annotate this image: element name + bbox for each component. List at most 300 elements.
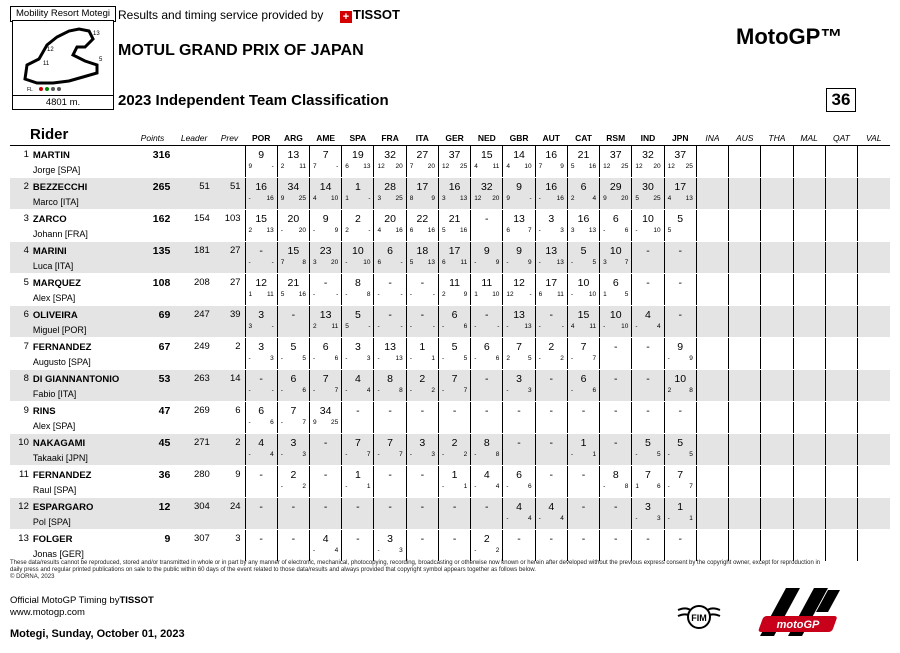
race-total: 1 xyxy=(419,341,426,353)
race-breakdown xyxy=(246,194,277,204)
position-cell: 12 xyxy=(10,498,33,530)
sprint-points: 9 xyxy=(280,195,285,202)
race-breakdown xyxy=(665,194,696,204)
race-result-cell xyxy=(567,210,599,242)
sprint-points: 3 xyxy=(570,227,575,234)
position-cell: 8 xyxy=(10,370,33,402)
race-result-cell xyxy=(729,338,761,370)
sprint-points: 8 xyxy=(409,195,414,202)
race-breakdown xyxy=(310,322,341,332)
sprint-points: - xyxy=(345,291,348,298)
race-total: - xyxy=(613,341,618,353)
race-result-cell xyxy=(471,466,503,498)
race-breakdown xyxy=(632,322,663,332)
race-breakdown xyxy=(632,162,663,172)
race-total: 17 xyxy=(674,181,687,193)
race-breakdown xyxy=(374,290,405,300)
race-result-cell xyxy=(438,466,470,498)
race-result-cell xyxy=(825,338,857,370)
race-total: 16 xyxy=(255,181,267,193)
fim-logo-text: FIM xyxy=(691,613,707,623)
race-points: 13 xyxy=(459,195,468,202)
points-cell: 45 xyxy=(131,434,175,466)
race-breakdown xyxy=(536,322,567,332)
rider-cell xyxy=(33,210,131,242)
race-points: 2 xyxy=(431,387,435,394)
race-total: - xyxy=(323,277,328,289)
position-cell: 13 xyxy=(10,530,33,562)
race-points: 3 xyxy=(656,515,661,522)
document-title: 2023 Independent Team Classification xyxy=(118,92,389,109)
race-total: 6 xyxy=(451,309,458,321)
race-result-cell xyxy=(632,178,664,210)
race-points: 10 xyxy=(331,195,339,202)
sprint-points: - xyxy=(538,195,541,202)
race-points: 9 xyxy=(431,195,435,202)
race-total: 20 xyxy=(384,213,396,225)
race-total: - xyxy=(613,373,618,385)
rider-nationality: Raul [SPA] xyxy=(32,485,77,495)
prev-gap-cell: 2 xyxy=(214,434,245,466)
race-result-cell xyxy=(471,338,503,370)
race-total: 1 xyxy=(354,469,361,481)
race-total: 21 xyxy=(448,213,461,225)
race-breakdown xyxy=(471,194,502,204)
race-breakdown xyxy=(439,386,470,396)
rider-cell xyxy=(33,242,131,274)
race-result-cell xyxy=(342,338,374,370)
race-points: 13 xyxy=(266,227,274,234)
leader-gap-cell: 269 xyxy=(174,402,214,434)
race-result-cell xyxy=(825,466,857,498)
race-breakdown xyxy=(536,354,567,364)
race-result-cell xyxy=(858,530,891,562)
race-result-cell xyxy=(696,370,728,402)
race-breakdown xyxy=(342,450,373,460)
race-total: - xyxy=(420,533,425,545)
race-result-cell xyxy=(664,370,696,402)
race-result-cell xyxy=(600,146,632,178)
track-label-11: 11 xyxy=(43,61,50,67)
race-total: - xyxy=(549,373,554,385)
rider-name: FERNANDEZ xyxy=(32,342,92,353)
race-total: 6 xyxy=(516,469,522,481)
race-column-header: ARG xyxy=(277,125,309,146)
website-link[interactable]: www.motogp.com xyxy=(10,607,85,618)
race-result-cell xyxy=(793,402,825,434)
sprint-points: - xyxy=(603,483,606,490)
race-total: 7 xyxy=(354,437,361,449)
race-breakdown xyxy=(374,322,405,332)
race-result-cell xyxy=(825,402,857,434)
race-breakdown xyxy=(407,194,438,204)
race-breakdown xyxy=(665,386,696,396)
race-total: 6 xyxy=(322,341,329,353)
rider-cell xyxy=(33,274,131,306)
race-total: - xyxy=(291,501,296,513)
race-total: - xyxy=(581,469,586,481)
race-breakdown xyxy=(342,386,373,396)
race-total: - xyxy=(517,405,521,417)
race-total: 37 xyxy=(448,149,461,161)
race-total: 6 xyxy=(580,373,587,385)
race-points: 3 xyxy=(560,227,564,234)
rider-name: OLIVEIRA xyxy=(32,310,78,321)
race-points: 9 xyxy=(334,227,339,234)
race-result-cell xyxy=(664,146,696,178)
race-result-cell xyxy=(310,210,342,242)
race-points: 4 xyxy=(656,323,661,330)
race-total: 16 xyxy=(448,181,461,193)
sprint-points: 4 xyxy=(313,195,317,202)
race-result-cell xyxy=(471,498,503,530)
race-total: 6 xyxy=(612,213,619,225)
race-total: - xyxy=(613,405,618,417)
race-points: 7 xyxy=(592,355,597,362)
sprint-points: - xyxy=(474,323,477,330)
race-total: - xyxy=(581,533,586,545)
points-cell: 47 xyxy=(131,402,175,434)
race-breakdown xyxy=(503,354,534,364)
sprint-points: 12 xyxy=(377,163,385,170)
points-cell: 53 xyxy=(131,370,175,402)
race-breakdown xyxy=(439,322,470,332)
race-result-cell xyxy=(277,434,309,466)
sprint-points: - xyxy=(248,387,251,394)
track-map-icon xyxy=(13,21,113,95)
race-breakdown xyxy=(600,194,631,204)
rider-cell xyxy=(33,146,131,178)
race-breakdown xyxy=(568,194,599,204)
race-total: 2 xyxy=(354,213,361,225)
points-cell: 36 xyxy=(131,466,175,498)
race-total: 13 xyxy=(384,341,396,353)
race-result-cell xyxy=(277,306,309,338)
race-result-cell xyxy=(406,306,438,338)
prev-gap-cell: 24 xyxy=(214,498,245,530)
race-result-cell xyxy=(600,242,632,274)
race-result-cell xyxy=(567,242,599,274)
race-points: 20 xyxy=(621,195,629,202)
disclaimer-text: These data/results cannot be reproduced, stored and/or transmitted in whole or in part by any manner of electronic, mechanical, photocopying, recording, broadcasting or otherwise now known or herein after developed without the previous express consent by the copyright owner, except for reproduction in daily press and regular printed publications on sale to the public within 60 days of the event related to those data/results and always provided that copyright symbol appears together as follows below. xyxy=(10,560,821,573)
race-result-cell xyxy=(825,146,857,178)
race-result-cell xyxy=(471,434,503,466)
race-result-cell xyxy=(696,530,728,562)
race-result-cell xyxy=(664,498,696,530)
race-points: 20 xyxy=(427,163,435,170)
rider-nationality: Fabio [ITA] xyxy=(32,389,77,399)
race-breakdown xyxy=(665,226,696,236)
race-result-cell xyxy=(438,242,470,274)
race-result-cell xyxy=(277,498,309,530)
race-total: - xyxy=(646,373,650,385)
race-total: 1 xyxy=(580,437,587,449)
race-result-cell xyxy=(793,370,825,402)
race-total: 3 xyxy=(387,533,394,545)
sprint-points: - xyxy=(280,451,283,458)
race-result-cell xyxy=(471,242,503,274)
prev-gap-cell: 2 xyxy=(214,338,245,370)
rider-nationality: Jorge [SPA] xyxy=(32,165,81,175)
race-breakdown xyxy=(536,162,567,172)
rider-cell xyxy=(33,178,131,210)
race-total: 12 xyxy=(513,277,525,289)
race-result-cell xyxy=(374,274,406,306)
race-result-cell xyxy=(406,242,438,274)
race-breakdown xyxy=(342,226,373,236)
race-total: 37 xyxy=(674,149,687,161)
race-result-cell xyxy=(696,306,728,338)
rider-nationality: Miguel [POR] xyxy=(32,325,87,335)
sprint-points: 12 xyxy=(506,291,514,298)
race-breakdown xyxy=(374,194,405,204)
race-total: - xyxy=(678,245,682,257)
race-points: 13 xyxy=(556,259,564,266)
disclaimer xyxy=(10,560,830,581)
race-result-cell xyxy=(471,274,503,306)
race-points: 11 xyxy=(299,163,307,170)
race-total: - xyxy=(678,309,682,321)
race-breakdown xyxy=(310,386,341,396)
race-points: 16 xyxy=(395,227,403,234)
race-result-cell xyxy=(277,402,309,434)
race-breakdown xyxy=(310,290,341,300)
race-total: 9 xyxy=(516,245,522,257)
copyright-text: © DORNA, 2023 xyxy=(10,574,55,580)
table-row xyxy=(10,498,890,530)
sprint-points: 3 xyxy=(248,323,253,330)
race-points: 5 xyxy=(592,259,597,266)
race-total: - xyxy=(678,277,682,289)
prev-gap-cell: 39 xyxy=(214,306,245,338)
race-total: - xyxy=(291,309,296,321)
points-cell: 12 xyxy=(131,498,175,530)
race-breakdown xyxy=(407,162,438,172)
points-cell: 316 xyxy=(131,146,175,178)
race-breakdown xyxy=(536,226,567,236)
sprint-points: - xyxy=(280,419,283,426)
sprint-points: - xyxy=(667,483,670,490)
race-points: 20 xyxy=(395,163,403,170)
race-points: 3 xyxy=(528,387,532,394)
race-result-cell xyxy=(729,146,761,178)
race-breakdown xyxy=(246,322,277,332)
sprint-points: - xyxy=(313,291,316,298)
leader-gap-cell: 271 xyxy=(174,434,214,466)
race-column-header: VAL xyxy=(858,125,891,146)
race-total: - xyxy=(356,405,360,417)
leader-gap-cell: 181 xyxy=(174,242,214,274)
race-breakdown xyxy=(471,290,502,300)
table-body xyxy=(10,146,890,562)
race-result-cell xyxy=(729,274,761,306)
race-points: 6 xyxy=(592,387,597,394)
rider-cell xyxy=(33,370,131,402)
race-breakdown xyxy=(407,322,438,332)
sprint-points: 9 xyxy=(506,195,511,202)
prev-gap-cell: 103 xyxy=(214,210,245,242)
race-result-cell xyxy=(245,306,277,338)
race-points: 7 xyxy=(689,483,693,490)
race-result-cell xyxy=(374,370,406,402)
race-total: 14 xyxy=(319,181,332,193)
race-result-cell xyxy=(471,370,503,402)
race-breakdown xyxy=(342,162,373,172)
rider-name: MARQUEZ xyxy=(32,278,81,289)
race-total: 9 xyxy=(258,149,265,161)
race-result-cell xyxy=(471,210,503,242)
race-points: 9 xyxy=(495,259,500,266)
race-breakdown xyxy=(600,290,631,300)
race-result-cell xyxy=(406,466,438,498)
sprint-points: - xyxy=(506,387,509,394)
position-cell: 11 xyxy=(10,466,33,498)
position-cell: 7 xyxy=(10,338,33,370)
race-result-cell xyxy=(406,498,438,530)
sprint-points: 12 xyxy=(635,163,643,170)
race-result-cell xyxy=(600,306,632,338)
race-points: 11 xyxy=(267,291,274,298)
race-breakdown xyxy=(278,482,309,492)
race-breakdown xyxy=(439,450,470,460)
race-result-cell xyxy=(825,306,857,338)
official-timing-line xyxy=(10,595,154,607)
race-result-cell xyxy=(825,370,857,402)
race-points: 3 xyxy=(399,547,403,554)
event-date: Motegi, Sunday, October 01, 2023 xyxy=(10,628,185,640)
race-breakdown xyxy=(407,354,438,364)
leader-gap-cell: 304 xyxy=(174,498,214,530)
race-breakdown xyxy=(342,290,373,300)
race-result-cell xyxy=(761,498,793,530)
race-breakdown xyxy=(278,258,309,268)
sprint-points: - xyxy=(506,323,509,330)
race-result-cell xyxy=(567,338,599,370)
race-points: 25 xyxy=(653,195,661,202)
race-result-cell xyxy=(600,370,632,402)
race-breakdown xyxy=(503,258,534,268)
race-result-cell xyxy=(793,498,825,530)
race-result-cell xyxy=(793,210,825,242)
race-result-cell xyxy=(245,402,277,434)
race-total: - xyxy=(452,405,457,417)
race-result-cell xyxy=(310,178,342,210)
race-result-cell xyxy=(310,530,342,562)
race-total: - xyxy=(646,533,650,545)
race-result-cell xyxy=(825,178,857,210)
race-points: 7 xyxy=(366,451,371,458)
race-result-cell xyxy=(342,402,374,434)
race-breakdown xyxy=(632,482,663,492)
table-row xyxy=(10,210,890,242)
sprint-points: 3 xyxy=(441,195,446,202)
position-cell: 9 xyxy=(10,402,33,434)
race-result-cell xyxy=(438,530,470,562)
leader-gap-cell: 247 xyxy=(174,306,214,338)
sprint-points: - xyxy=(313,547,316,554)
race-total: - xyxy=(678,405,682,417)
race-result-cell xyxy=(503,178,535,210)
rider-name: DI GIANNANTONIO xyxy=(32,374,120,385)
race-result-cell xyxy=(374,306,406,338)
sprint-points: - xyxy=(248,419,251,426)
page-number: 36 xyxy=(826,88,856,112)
race-breakdown xyxy=(503,194,534,204)
race-result-cell xyxy=(342,306,374,338)
race-points: 5 xyxy=(528,355,532,362)
race-points: 5 xyxy=(463,355,468,362)
race-result-cell xyxy=(535,370,567,402)
race-breakdown xyxy=(246,226,277,236)
sprint-points: - xyxy=(538,323,541,330)
race-breakdown xyxy=(407,386,438,396)
race-points: 2 xyxy=(302,483,307,490)
race-result-cell xyxy=(761,466,793,498)
race-points: 7 xyxy=(528,227,532,234)
race-result-cell xyxy=(793,434,825,466)
race-points: 4 xyxy=(270,451,274,458)
race-total: 34 xyxy=(287,181,300,193)
track-label-13: 13 xyxy=(93,31,100,37)
race-result-cell xyxy=(310,306,342,338)
race-points: 16 xyxy=(427,227,435,234)
race-breakdown xyxy=(310,258,341,268)
sprint-points: 7 xyxy=(409,163,414,170)
points-column-header: Points xyxy=(131,125,175,146)
race-points: 4 xyxy=(560,515,564,522)
race-result-cell xyxy=(503,370,535,402)
race-points: 8 xyxy=(399,387,403,394)
race-points: 2 xyxy=(495,547,500,554)
race-result-cell xyxy=(632,434,664,466)
race-total: 10 xyxy=(674,373,687,385)
race-points: 25 xyxy=(298,195,307,202)
sprint-points: - xyxy=(409,355,412,362)
race-result-cell xyxy=(535,530,567,562)
race-result-cell xyxy=(600,178,632,210)
sprint-points: 6 xyxy=(345,163,349,170)
race-result-cell xyxy=(858,402,891,434)
race-result-cell xyxy=(858,210,891,242)
race-result-cell xyxy=(503,146,535,178)
race-result-cell xyxy=(503,242,535,274)
race-breakdown xyxy=(278,226,309,236)
sprint-points: - xyxy=(667,355,670,362)
race-breakdown xyxy=(503,514,534,524)
swiss-cross-icon: + xyxy=(340,11,352,23)
sprint-points: 5 xyxy=(441,227,446,234)
race-column-header: JPN xyxy=(664,125,696,146)
race-result-cell xyxy=(535,242,567,274)
race-points: - xyxy=(432,291,435,298)
rider-name: NAKAGAMI xyxy=(32,438,86,449)
race-result-cell xyxy=(245,338,277,370)
race-total: 13 xyxy=(319,309,332,321)
race-result-cell xyxy=(374,466,406,498)
race-breakdown xyxy=(310,162,341,172)
sprint-points: - xyxy=(441,323,445,330)
race-points: - xyxy=(271,387,274,394)
race-result-cell xyxy=(567,434,599,466)
race-breakdown xyxy=(568,354,599,364)
race-breakdown xyxy=(439,290,470,300)
race-result-cell xyxy=(858,178,891,210)
race-total: - xyxy=(420,469,425,481)
race-breakdown xyxy=(342,258,373,268)
race-total: 3 xyxy=(548,213,555,225)
sprint-points: - xyxy=(248,259,251,266)
tissot-logo xyxy=(340,8,400,23)
